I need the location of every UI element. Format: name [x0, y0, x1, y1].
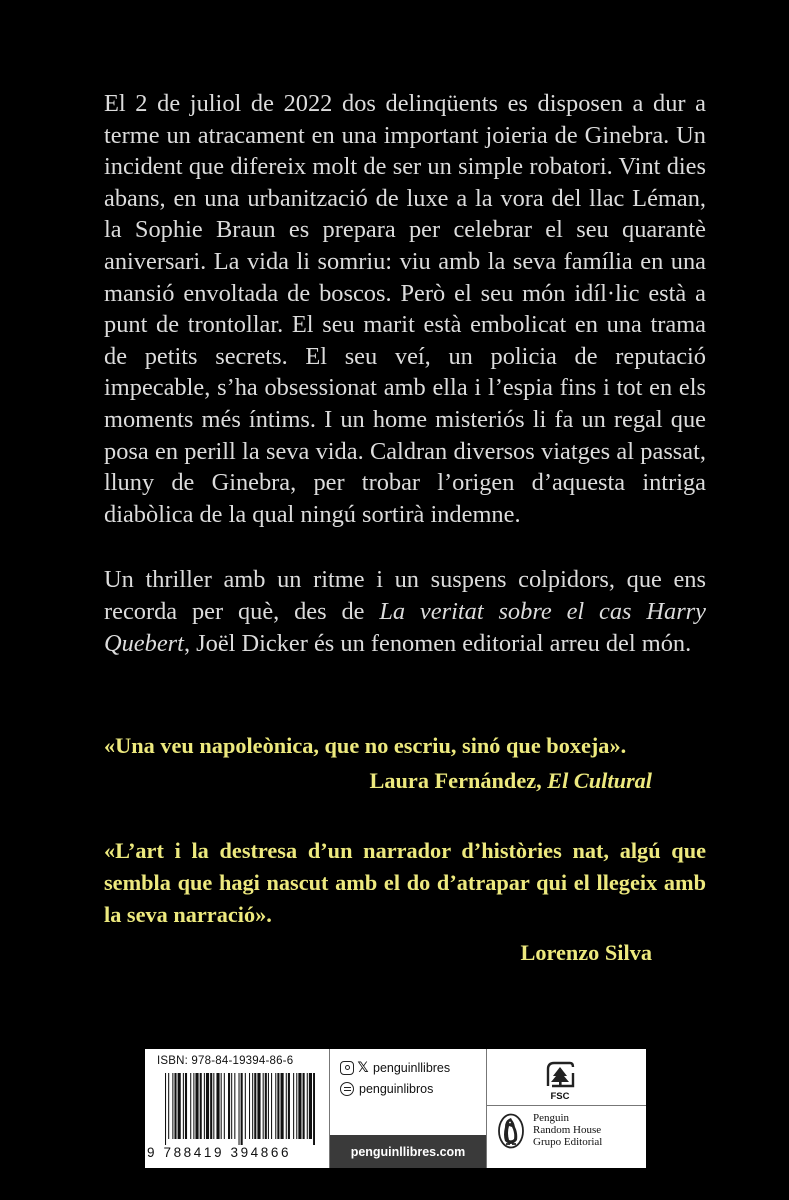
threads-icon: [340, 1082, 354, 1096]
fsc-label: FSC: [550, 1091, 570, 1102]
synopsis: [104, 88, 706, 659]
social-section: [329, 1049, 487, 1168]
paragraph-2-text-after: , Joël Dicker és un fenomen editorial arreu del món.: [183, 629, 692, 657]
publisher-line-2: Random House: [533, 1124, 602, 1136]
barcode-icon: [165, 1073, 315, 1145]
social-handle-1: penguinllibres: [373, 1060, 451, 1075]
fsc-tree-icon: [543, 1059, 577, 1089]
review-quotes: [104, 730, 706, 969]
logo-divider: [487, 1105, 646, 1106]
synopsis-paragraph-2: [104, 564, 706, 659]
social-row-1: [340, 1057, 486, 1078]
instagram-icon: [340, 1061, 354, 1075]
quote-1-author: Laura Fernández,: [369, 768, 542, 793]
back-cover-panel: [145, 1049, 646, 1168]
quote-1-source: El Cultural: [547, 768, 652, 793]
quote-2-author: Lorenzo Silva: [520, 940, 652, 965]
quote-1-text: «Una veu napoleònica, que no escriu, sinó que boxeja».: [104, 733, 627, 758]
isbn-label: ISBN: 978-84-19394-86-6: [157, 1055, 294, 1067]
quote-1-attribution: [104, 765, 706, 797]
book-title-reference: La veritat sobre el cas Harry Quebert: [104, 597, 707, 657]
publisher-line-3: Grupo Editorial: [533, 1136, 603, 1148]
social-row-2: [340, 1078, 486, 1099]
penguin-icon: [497, 1113, 525, 1149]
barcode-area: [145, 1049, 329, 1168]
logos-section: [487, 1049, 646, 1168]
publisher-line-1: Penguin: [533, 1112, 570, 1124]
paragraph-2-text-before: Un thriller amb un ritme i un suspens colpidors, que ens recorda per què, des de: [104, 566, 706, 625]
barcode-digits: 9 788419 394866: [147, 1145, 292, 1160]
quote-2-text: «L’art i la destresa d’un narrador d’històries nat, algú que sembla que hagi nascut amb el do d’atrapar qui el llegeix amb la seva narració».: [104, 838, 706, 927]
publisher-name: [533, 1112, 602, 1148]
synopsis-paragraph-1: El 2 de juliol de 2022 dos delinqüents es disposen a dur a terme un atracament en una important joieria de Ginebra. Un incident que difereix molt de ser un simple robatori. Vint dies abans, en una urbanització de luxe a la vora del llac Léman, la Sophie Braun es prepara per celebrar el seu quarantè aniversari. La vida li somriu: viu amb la seva família en una mansió envoltada de boscos. Però el seu món idíl·lic està a punt de trontollar. El seu marit està embolicat en una trama de petits secrets. El seu veí, un policia de reputació impecable, s’ha obsessionat amb ella i l’espia fins i tot en els moments més íntims. I un home misteriós li fa un regal que posa en perill la seva vida. Caldran diversos viatges al passat, lluny de Ginebra, per trobar l’origen d’aquesta intriga diabòlica de la qual ningú sortirà indemne.: [104, 90, 706, 528]
x-icon: 𝕏: [357, 1059, 369, 1075]
website-bar: penguinllibres.com: [330, 1135, 486, 1168]
social-handle-2: penguinlibros: [359, 1081, 434, 1096]
